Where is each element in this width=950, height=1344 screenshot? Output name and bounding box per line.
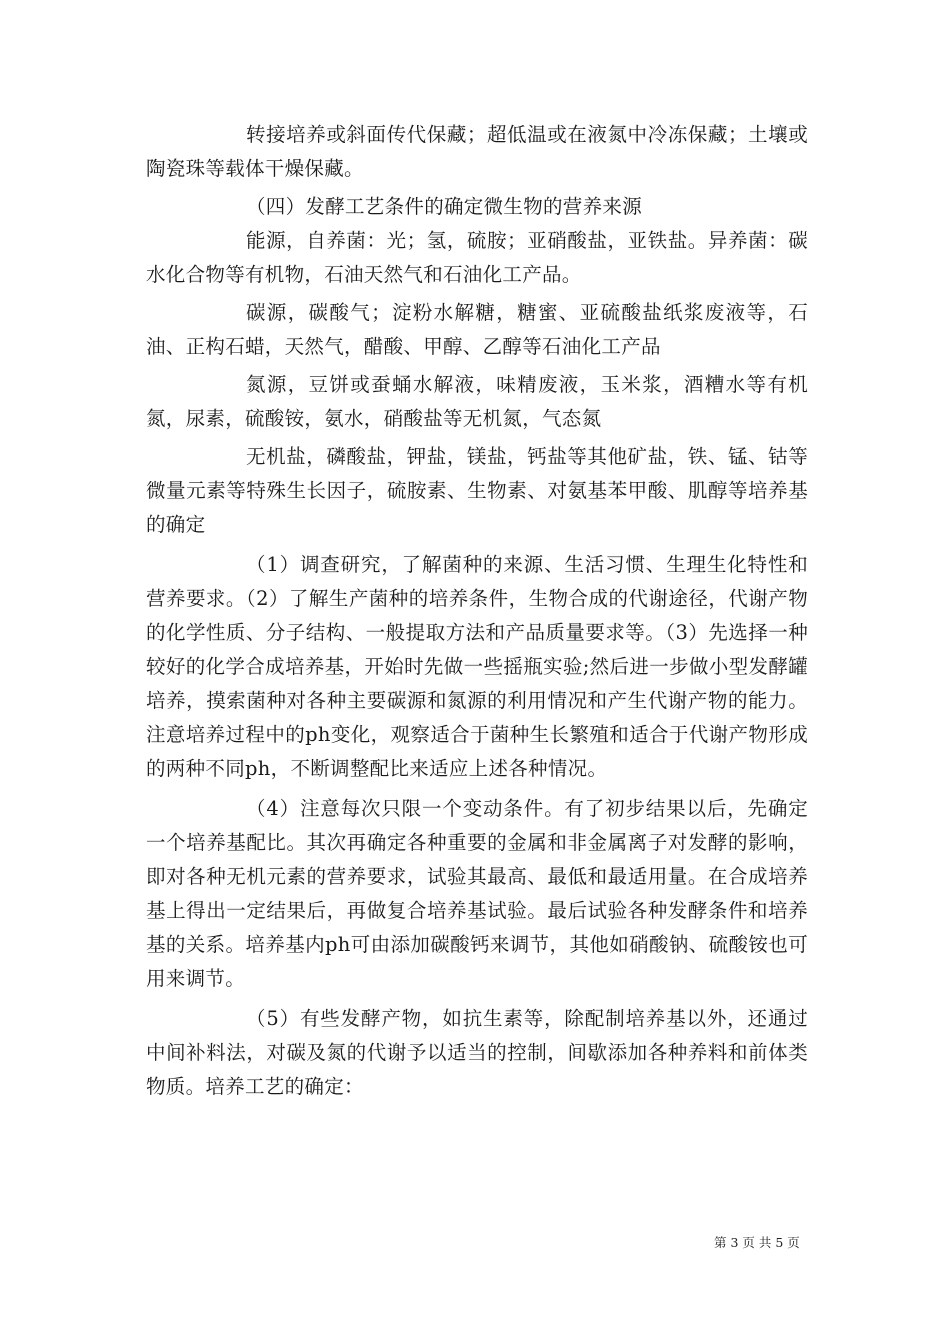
paragraph-inorganic-salts: 无机盐，磷酸盐，钾盐，镁盐，钙盐等其他矿盐，铁、锰、钴等微量元素等特殊生长因子，硫胺素、生物素、对氨基苯甲酸、肌醇等培养基的确定 [146, 445, 808, 536]
paragraph-storage-methods: 转接培养或斜面传代保藏；超低温或在液氮中冷冻保藏；土壤或陶瓷珠等载体干燥保藏。 [146, 123, 808, 180]
paragraph-step-5: （5）有些发酵产物，如抗生素等，除配制培养基以外，还通过中间补料法，对碳及氮的代谢予以适当的控制，间歇添加各种养料和前体类物质。培养工艺的确定： [146, 1007, 808, 1098]
body-text [146, 118, 808, 1104]
paragraph-carbon-source: 碳源，碳酸气；淀粉水解糖，糖蜜、亚硫酸盐纸浆废液等，石油、正构石蜡，天然气，醋酸、甲醇、乙醇等石油化工产品 [146, 301, 808, 358]
paragraph-step-4: （4）注意每次只限一个变动条件。有了初步结果以后，先确定一个培养基配比。其次再确定各种重要的金属和非金属离子对发酵的影响，即对各种无机元素的营养要求，试验其最高、最低和最适用量。在合成培养基上得出一定结果后，再做复合培养基试验。最后试验各种发酵条件和培养基的关系。培养基内ph可由添加碳酸钙来调节，其他如硝酸钠、硫酸铵也可用来调节。 [146, 797, 808, 990]
paragraph-section-heading: （四）发酵工艺条件的确定微生物的营养来源 [246, 195, 643, 218]
paragraph-step-1-3: （1）调查研究，了解菌种的来源、生活习惯、生理生化特性和营养要求。（2）了解生产菌种的培养条件，生物合成的代谢途径，代谢产物的化学性质、分子结构、一般提取方法和产品质量要求等。（3）先选择一种较好的化学合成培养基，开始时先做一些摇瓶实验;然后进一步做小型发酵罐培养，摸索菌种对各种主要碳源和氮源的利用情况和产生代谢产物的能力。注意培养过程中的ph变化，观察适合于菌种生长繁殖和适合于代谢产物形成的两种不同ph，不断调整配比来适应上述各种情况。 [146, 553, 808, 780]
page-number-footer: 第 3 页 共 5 页 [714, 1235, 800, 1250]
paragraph-nitrogen-source: 氮源，豆饼或蚕蛹水解液，味精废液，玉米浆，酒糟水等有机氮，尿素，硫酸铵，氨水，硝酸盐等无机氮，气态氮 [146, 373, 808, 430]
paragraph-energy-source: 能源，自养菌：光；氢，硫胺；亚硝酸盐，亚铁盐。异养菌：碳水化合物等有机物，石油天然气和石油化工产品。 [146, 229, 808, 286]
